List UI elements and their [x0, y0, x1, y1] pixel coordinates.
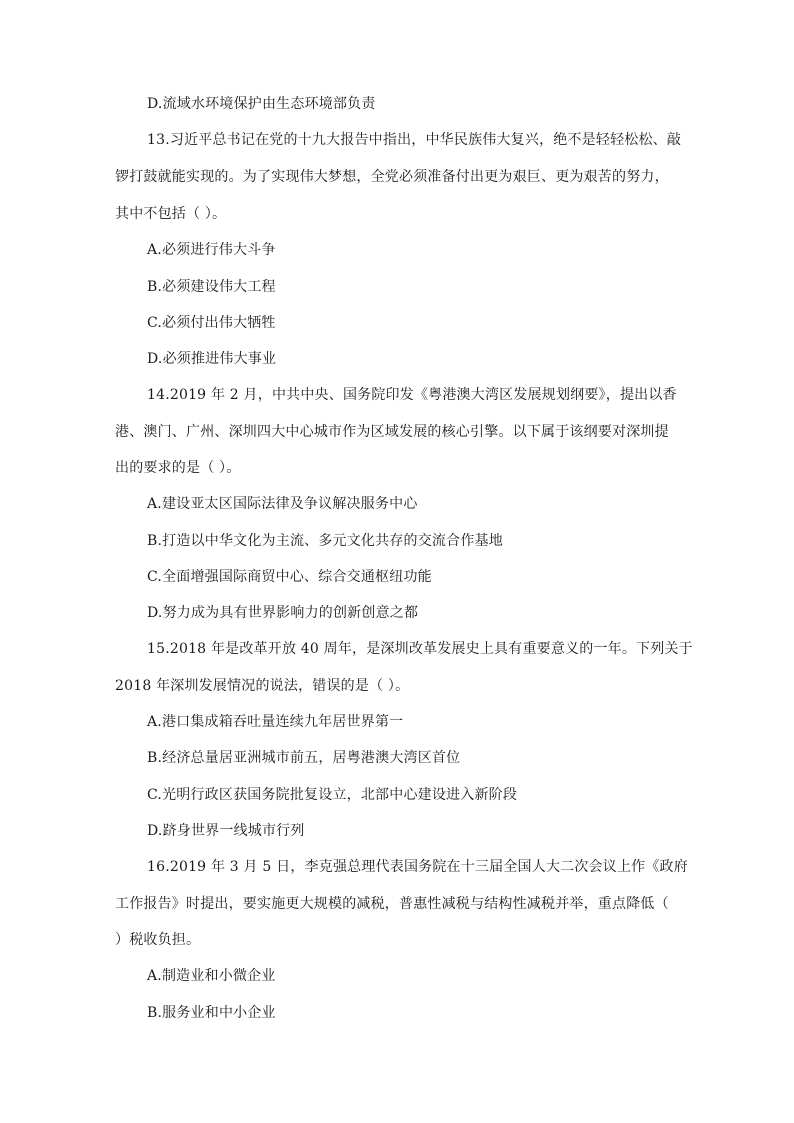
question-15-option-c: C.光明行政区获国务院批复设立，北部中心建设进入新阶段: [147, 787, 518, 803]
question-15-line-2: 2018 年深圳发展情况的说法，错误的是（ ）。: [115, 678, 410, 694]
question-14-line-3: 出的要求的是（ ）。: [115, 460, 241, 476]
question-15-line-1: 15.2018 年是改革开放 40 周年，是深圳改革发展史上具有重要意义的一年。下列关于: [147, 641, 693, 657]
question-14-line-1: 14.2019 年 2 月，中共中央、国务院印发《粤港澳大湾区发展规划纲要》，提出以香: [147, 387, 677, 403]
question-13-line-3: 其中不包括（ ）。: [115, 206, 227, 222]
question-14-option-b: B.打造以中华文化为主流、多元文化共存的交流合作基地: [147, 533, 503, 549]
question-13-line-1: 13.习近平总书记在党的十九大报告中指出，中华民族伟大复兴，绝不是轻轻松松、敲: [147, 132, 682, 148]
question-15-option-d: D.跻身世界一线城市行列: [147, 823, 305, 839]
question-13-option-c: C.必须付出伟大牺牲: [147, 315, 276, 331]
question-15-option-a: A.港口集成箱吞吐量连续九年居世界第一: [147, 714, 404, 730]
question-16-line-1: 16.2019 年 3 月 5 日，李克强总理代表国务院在十三届全国人大二次会议上作《政府: [147, 859, 688, 875]
question-16-line-3: ）税收负担。: [115, 932, 201, 948]
option-line: D.流域水环境保护由生态环境部负责: [147, 96, 376, 112]
question-14-option-d: D.努力成为具有世界影响力的创新创意之都: [147, 605, 419, 621]
question-13-option-d: D.必须推进伟大事业: [147, 351, 277, 367]
question-15-option-b: B.经济总量居亚洲城市前五，居粤港澳大湾区首位: [147, 750, 461, 766]
question-14-line-2: 港、澳门、广州、深圳四大中心城市作为区域发展的核心引擎。以下属于该纲要对深圳提: [115, 424, 669, 440]
question-14-option-a: A.建设亚太区国际法律及争议解决服务中心: [147, 496, 418, 512]
question-16-option-b: B.服务业和中小企业: [147, 1005, 276, 1021]
question-16-line-2: 工作报告》时提出，要实施更大规模的减税，普惠性减税与结构性减税并举，重点降低（: [115, 896, 669, 912]
question-14-option-c: C.全面增强国际商贸中心、综合交通枢纽功能: [147, 569, 432, 585]
question-13-option-a: A.必须进行伟大斗争: [147, 242, 276, 258]
question-13-line-2: 锣打鼓就能实现的。为了实现伟大梦想，全党必须准备付出更为艰巨、更为艰苦的努力，: [115, 169, 669, 185]
question-13-option-b: B.必须建设伟大工程: [147, 279, 276, 295]
question-16-option-a: A.制造业和小微企业: [147, 968, 276, 984]
